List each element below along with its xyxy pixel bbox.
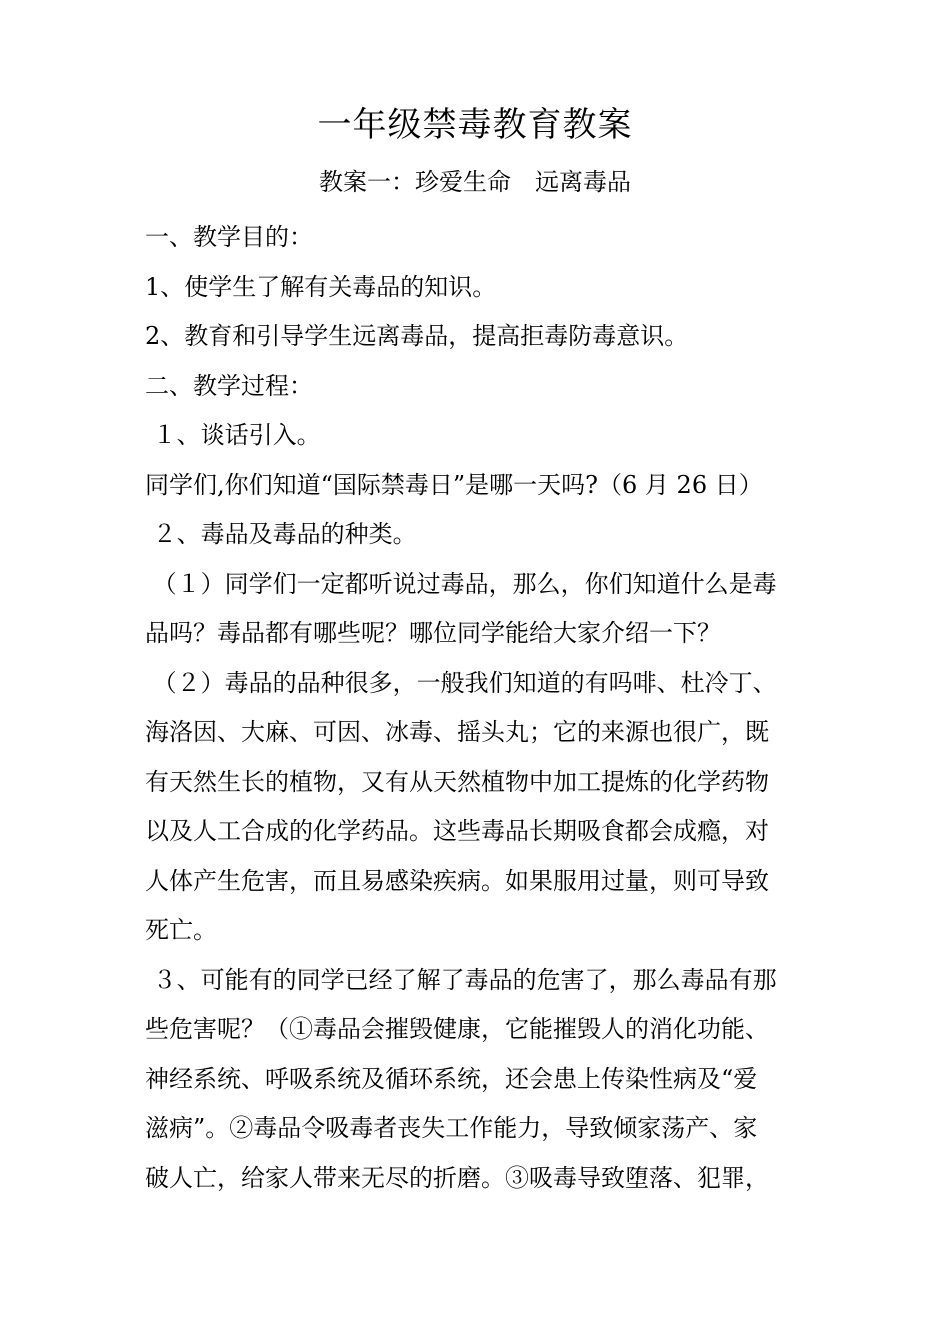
text-line: 有天然生长的植物，又有从天然植物中加工提炼的化学药物 xyxy=(145,767,769,796)
text-line: 滋病”。②毒品令吸毒者丧失工作能力，导致倾家荡产、家 xyxy=(145,1114,758,1142)
text-line: 死亡。 xyxy=(145,916,217,944)
text-line: （２）毒品的品种很多，一般我们知道的有吗啡、杜冷丁、 xyxy=(145,668,777,697)
text-line: 一、教学目的： xyxy=(145,223,313,251)
text-line: １、谈话引入。 xyxy=(145,421,321,449)
text-line: 二、教学过程： xyxy=(145,371,313,400)
text-line: ３、可能有的同学已经了解了毒品的危害了，那么毒品有那 xyxy=(145,965,777,994)
text-line: 2、教育和引导学生远离毒品，提高拒毒防毒意识。 xyxy=(145,322,689,350)
document-body xyxy=(145,213,815,1203)
text-line: 以及人工合成的化学药品。这些毒品长期吸食都会成瘾，对 xyxy=(145,817,769,845)
text-line: 些危害呢？（①毒品会摧毁健康，它能摧毁人的消化功能、 xyxy=(145,1015,769,1043)
text-line: 1、使学生了解有关毒品的知识。 xyxy=(145,272,497,301)
text-line: 海洛因、大麻、可因、冰毒、摇头丸；它的来源也很广，既 xyxy=(145,718,769,746)
document-title: 一年级禁毒教育教案 xyxy=(317,105,633,145)
document-subtitle: 教案一：珍爱生命 远离毒品 xyxy=(319,168,631,196)
text-line: 同学们,你们知道“国际禁毒日”是哪一天吗?（6 月 26 日） xyxy=(145,470,763,499)
text-line: 神经系统、呼吸系统及循环系统，还会患上传染性病及“爱 xyxy=(145,1064,758,1093)
text-line: ２、毒品及毒品的种类。 xyxy=(145,520,417,548)
text-line: 人体产生危害，而且易感染疾病。如果服用过量，则可导致 xyxy=(145,866,769,895)
text-line: 品吗？毒品都有哪些呢？哪位同学能给大家介绍一下？ xyxy=(145,619,721,647)
text-line: 破人亡，给家人带来无尽的折磨。③吸毒导致堕落、犯罪， xyxy=(145,1163,769,1192)
text-line: （１）同学们一定都听说过毒品，那么，你们知道什么是毒 xyxy=(145,569,777,598)
